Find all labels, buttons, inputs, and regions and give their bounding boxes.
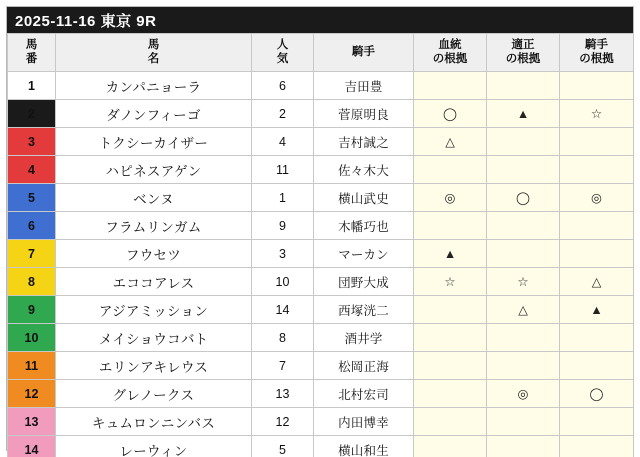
cell-jockey: 松岡正海: [314, 352, 414, 380]
column-header-umaban-line1: 馬: [25, 38, 38, 51]
cell-horse-name: エリンアキレウス: [56, 352, 252, 380]
table-row[interactable]: [8, 380, 634, 408]
cell-popularity: 11: [252, 156, 314, 184]
cell-jockey: 酒井学: [314, 324, 414, 352]
table-header-row: [8, 34, 634, 72]
cell-jockey-mark: [560, 408, 634, 436]
cell-horse-name: キュムロンニンバス: [56, 408, 252, 436]
cell-jockey: 横山武史: [314, 184, 414, 212]
table-row[interactable]: [8, 240, 634, 268]
column-header-jockey-basis-line1: 騎手: [585, 38, 608, 51]
table-row[interactable]: [8, 324, 634, 352]
column-header-aptitude-basis-line1: 適正: [511, 38, 535, 51]
column-header-popularity-line2: 気: [276, 52, 289, 65]
column-header-umaban: [8, 34, 56, 72]
cell-umaban: 13: [8, 408, 56, 436]
cell-jockey: 団野大成: [314, 268, 414, 296]
cell-blood-mark: [414, 352, 487, 380]
cell-jockey-mark: [560, 156, 634, 184]
cell-umaban: 7: [8, 240, 56, 268]
cell-aptitude-mark: [487, 72, 560, 100]
cell-horse-name: ダノンフィーゴ: [56, 100, 252, 128]
cell-popularity: 4: [252, 128, 314, 156]
cell-horse-name: グレノークス: [56, 380, 252, 408]
cell-blood-mark: [414, 324, 487, 352]
cell-aptitude-mark: [487, 436, 560, 457]
table-row[interactable]: [8, 100, 634, 128]
race-entries-table: [7, 33, 634, 457]
table-row[interactable]: [8, 436, 634, 457]
cell-aptitude-mark: [487, 212, 560, 240]
cell-aptitude-mark: [487, 324, 560, 352]
cell-popularity: 6: [252, 72, 314, 100]
cell-jockey-mark: [560, 240, 634, 268]
cell-jockey: 吉田豊: [314, 72, 414, 100]
cell-popularity: 3: [252, 240, 314, 268]
cell-blood-mark: [414, 296, 487, 324]
cell-blood-mark: [414, 212, 487, 240]
table-row[interactable]: [8, 408, 634, 436]
cell-umaban: 3: [8, 128, 56, 156]
cell-jockey: 北村宏司: [314, 380, 414, 408]
column-header-jockey-line1: 騎手: [352, 45, 375, 58]
column-header-horse-name-line2: 名: [147, 52, 160, 65]
cell-popularity: 7: [252, 352, 314, 380]
cell-horse-name: フウセツ: [56, 240, 252, 268]
cell-popularity: 8: [252, 324, 314, 352]
cell-blood-mark: ◯: [414, 100, 487, 128]
cell-aptitude-mark: [487, 408, 560, 436]
cell-aptitude-mark: [487, 240, 560, 268]
cell-umaban: 1: [8, 72, 56, 100]
cell-jockey-mark: [560, 324, 634, 352]
cell-horse-name: トクシーカイザー: [56, 128, 252, 156]
cell-aptitude-mark: △: [487, 296, 560, 324]
cell-blood-mark: [414, 380, 487, 408]
cell-umaban: 2: [8, 100, 56, 128]
cell-horse-name: レーウィン: [56, 436, 252, 457]
cell-popularity: 13: [252, 380, 314, 408]
cell-horse-name: カンパニョーラ: [56, 72, 252, 100]
cell-horse-name: ハピネスアゲン: [56, 156, 252, 184]
cell-horse-name: エココアレス: [56, 268, 252, 296]
cell-jockey-mark: ☆: [560, 100, 634, 128]
cell-umaban: 8: [8, 268, 56, 296]
cell-aptitude-mark: [487, 128, 560, 156]
table-row[interactable]: [8, 128, 634, 156]
cell-blood-mark: [414, 436, 487, 457]
cell-blood-mark: [414, 408, 487, 436]
cell-aptitude-mark: ◎: [487, 380, 560, 408]
cell-aptitude-mark: [487, 156, 560, 184]
table-row[interactable]: [8, 268, 634, 296]
cell-umaban: 10: [8, 324, 56, 352]
cell-popularity: 9: [252, 212, 314, 240]
cell-jockey: 西塚洸二: [314, 296, 414, 324]
cell-umaban: 14: [8, 436, 56, 457]
cell-umaban: 4: [8, 156, 56, 184]
cell-jockey-mark: ▲: [560, 296, 634, 324]
cell-jockey-mark: [560, 352, 634, 380]
cell-jockey: 内田博幸: [314, 408, 414, 436]
cell-jockey: 佐々木大: [314, 156, 414, 184]
cell-umaban: 12: [8, 380, 56, 408]
table-row[interactable]: [8, 296, 634, 324]
cell-jockey-mark: [560, 128, 634, 156]
table-row[interactable]: [8, 212, 634, 240]
table-row[interactable]: [8, 352, 634, 380]
column-header-aptitude-basis-line2: の根拠: [505, 52, 541, 65]
cell-aptitude-mark: ☆: [487, 268, 560, 296]
column-header-jockey-basis-line2: の根拠: [579, 52, 614, 65]
column-header-jockey: [314, 34, 414, 72]
table-row[interactable]: [8, 184, 634, 212]
cell-horse-name: フラムリンガム: [56, 212, 252, 240]
cell-popularity: 1: [252, 184, 314, 212]
cell-horse-name: メイショウコバト: [56, 324, 252, 352]
cell-jockey-mark: [560, 72, 634, 100]
cell-jockey: 吉村誠之: [314, 128, 414, 156]
column-header-jockey-basis: [560, 34, 634, 72]
cell-umaban: 5: [8, 184, 56, 212]
cell-jockey-mark: ◯: [560, 380, 634, 408]
table-header: [8, 34, 634, 72]
race-title-bar: [7, 7, 633, 33]
cell-horse-name: ベンヌ: [56, 184, 252, 212]
column-header-popularity: [252, 34, 314, 72]
cell-popularity: 5: [252, 436, 314, 457]
cell-jockey-mark: ◎: [560, 184, 634, 212]
cell-jockey-mark: △: [560, 268, 634, 296]
column-header-blood-basis-line2: の根拠: [432, 52, 468, 65]
table-body: [8, 72, 634, 457]
cell-popularity: 14: [252, 296, 314, 324]
cell-jockey: マーカン: [314, 240, 414, 268]
cell-popularity: 12: [252, 408, 314, 436]
column-header-blood-basis-line1: 血統: [438, 38, 462, 51]
cell-blood-mark: ☆: [414, 268, 487, 296]
cell-blood-mark: △: [414, 128, 487, 156]
cell-umaban: 11: [8, 352, 56, 380]
table-row[interactable]: [8, 72, 634, 100]
cell-popularity: 2: [252, 100, 314, 128]
race-card-panel: [6, 6, 634, 457]
column-header-blood-basis: [414, 34, 487, 72]
column-header-horse-name: [56, 34, 252, 72]
column-header-umaban-line2: 番: [25, 52, 38, 65]
cell-horse-name: アジアミッション: [56, 296, 252, 324]
cell-aptitude-mark: ◯: [487, 184, 560, 212]
cell-jockey: 横山和生: [314, 436, 414, 457]
cell-umaban: 9: [8, 296, 56, 324]
cell-popularity: 10: [252, 268, 314, 296]
cell-jockey-mark: [560, 212, 634, 240]
column-header-popularity-line1: 人: [276, 38, 289, 51]
table-row[interactable]: [8, 156, 634, 184]
cell-jockey-mark: [560, 436, 634, 457]
cell-aptitude-mark: [487, 352, 560, 380]
cell-blood-mark: [414, 72, 487, 100]
cell-jockey: 菅原明良: [314, 100, 414, 128]
cell-jockey: 木幡巧也: [314, 212, 414, 240]
cell-blood-mark: ◎: [414, 184, 487, 212]
page-title: 2025-11-16 東京 9R: [15, 12, 157, 30]
column-header-aptitude-basis: [487, 34, 560, 72]
cell-blood-mark: [414, 156, 487, 184]
cell-blood-mark: ▲: [414, 240, 487, 268]
cell-umaban: 6: [8, 212, 56, 240]
column-header-horse-name-line1: 馬: [147, 38, 160, 51]
cell-aptitude-mark: ▲: [487, 100, 560, 128]
